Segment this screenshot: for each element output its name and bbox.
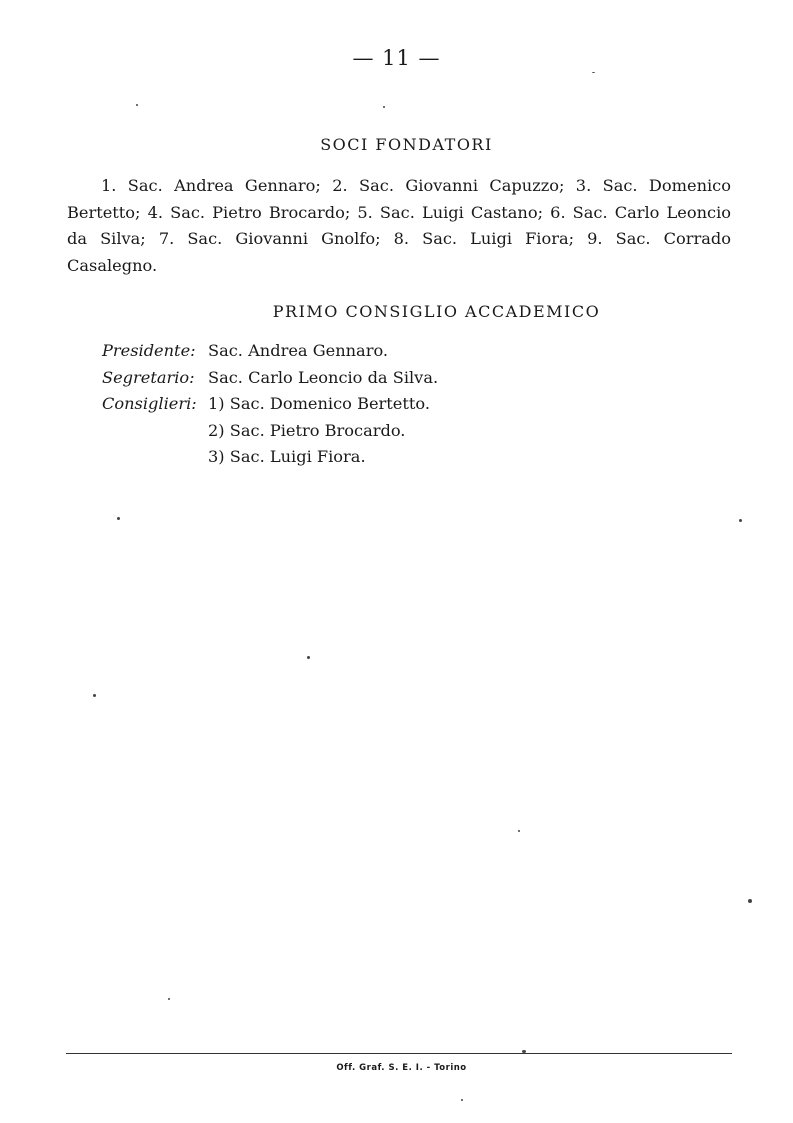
scan-speck bbox=[748, 899, 752, 903]
council-row-president bbox=[102, 338, 438, 365]
footer-rule bbox=[66, 1053, 732, 1054]
council-label-empty bbox=[102, 444, 208, 471]
founders-list: 1. Sac. Andrea Gennaro; 2. Sac. Giovanni Capuzzo; 3. Sac. Domenico Bertetto; 4. Sac. Pietro Brocardo; 5. Sac. Luigi Castano; 6. Sac. Carlo Leoncio da Silva; 7. Sac. Giovanni Gnolfo; 8. Sac. Luigi Fiora; 9. Sac. Corrado Casalegno. bbox=[67, 176, 731, 276]
council-label-secretary: Segretario: bbox=[102, 367, 195, 387]
scan-speck bbox=[739, 519, 742, 522]
council-value-councillor-1: 1) Sac. Domenico Bertetto. bbox=[208, 394, 430, 413]
scan-speck bbox=[93, 694, 96, 697]
page-number: — 11 — bbox=[352, 46, 441, 70]
scan-speck bbox=[307, 656, 310, 659]
scan-speck bbox=[168, 998, 170, 1000]
council-row-councillor-3 bbox=[102, 444, 438, 471]
council-label-president: Presidente: bbox=[102, 341, 196, 360]
council-value-councillor-3: 3) Sac. Luigi Fiora. bbox=[208, 447, 366, 466]
council-value-councillor-2: 2) Sac. Pietro Brocardo. bbox=[208, 420, 406, 440]
scan-speck bbox=[592, 72, 595, 73]
council-list bbox=[102, 338, 438, 471]
scan-speck bbox=[117, 517, 120, 520]
council-row-secretary bbox=[102, 365, 438, 392]
scan-speck bbox=[461, 1099, 463, 1101]
scan-speck bbox=[522, 1050, 526, 1053]
scan-speck bbox=[136, 104, 138, 106]
council-row-councillor-1 bbox=[102, 391, 438, 418]
founders-heading: SOCI FONDATORI bbox=[320, 135, 493, 154]
council-heading: PRIMO CONSIGLIO ACCADEMICO bbox=[272, 302, 601, 321]
council-row-councillor-2 bbox=[102, 418, 438, 445]
printer-imprint: Off. Graf. S. E. I. - Torino bbox=[336, 1063, 467, 1073]
scan-speck bbox=[518, 830, 520, 832]
council-label-councillors: Consiglieri: bbox=[102, 394, 197, 413]
council-value-secretary: Sac. Carlo Leoncio da Silva. bbox=[208, 367, 439, 387]
scan-speck bbox=[383, 106, 385, 108]
council-label-empty bbox=[102, 418, 208, 445]
council-value-president: Sac. Andrea Gennaro. bbox=[208, 341, 389, 360]
